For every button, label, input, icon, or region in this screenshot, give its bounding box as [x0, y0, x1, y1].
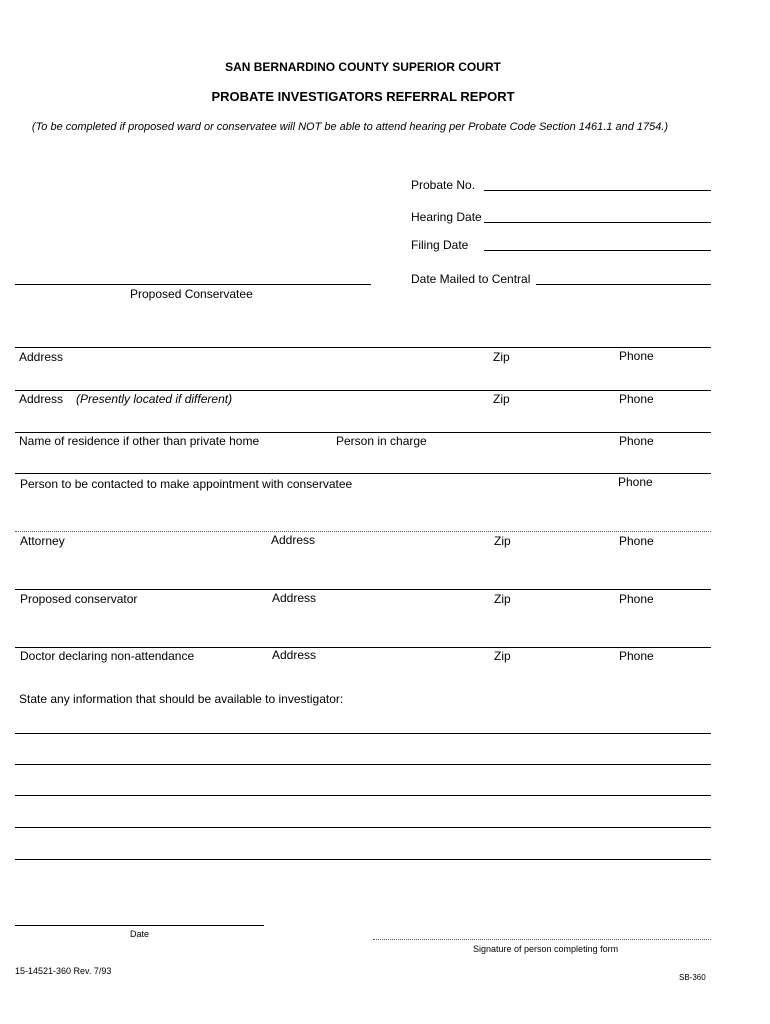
date-label: Date	[130, 929, 150, 939]
person-in-charge-label: Person in charge	[336, 434, 427, 448]
info-line-2[interactable]	[15, 764, 711, 765]
doctor-rule	[15, 647, 711, 648]
proposed-conservatee-label: Proposed Conservatee	[130, 287, 253, 301]
hearing-date-label: Hearing Date	[411, 210, 482, 224]
probate-no-label: Probate No.	[411, 178, 476, 192]
address2-zip-label: Zip	[493, 392, 510, 406]
address1-rule	[15, 347, 711, 348]
investigator-info-prompt: State any information that should be available to investigator:	[19, 692, 344, 706]
date-field[interactable]	[15, 925, 264, 926]
attorney-label: Attorney	[20, 534, 65, 548]
residence-rule	[15, 432, 711, 433]
info-line-3[interactable]	[15, 795, 711, 796]
address1-label: Address	[19, 350, 64, 364]
attorney-zip-label: Zip	[494, 534, 511, 548]
residence-phone-label: Phone	[619, 434, 654, 448]
hearing-date-field[interactable]	[484, 222, 711, 223]
contact-person-label: Person to be contacted to make appointment with conservatee	[20, 477, 353, 491]
form-title: PROBATE INVESTIGATORS REFERRAL REPORT	[211, 89, 515, 104]
address2-note: (Presently located if different)	[76, 392, 233, 406]
doctor-label: Doctor declaring non-attendance	[20, 649, 195, 663]
conservator-address-label: Address	[272, 591, 317, 605]
conservatee-name-field[interactable]	[15, 284, 371, 285]
date-mailed-label: Date Mailed to Central	[411, 272, 531, 286]
doctor-address-label: Address	[272, 648, 317, 662]
address2-rule	[15, 390, 711, 391]
signature-field[interactable]	[373, 939, 711, 940]
conservator-phone-label: Phone	[619, 592, 654, 606]
form-number: 15-14521-360 Rev. 7/93	[15, 966, 112, 976]
contact-rule	[15, 473, 711, 474]
residence-label: Name of residence if other than private home	[19, 434, 260, 448]
doctor-phone-label: Phone	[619, 649, 654, 663]
filing-date-label: Filing Date	[411, 238, 469, 252]
proposed-conservator-label: Proposed conservator	[20, 592, 138, 606]
info-line-5[interactable]	[15, 859, 711, 860]
info-line-4[interactable]	[15, 827, 711, 828]
form-code: SB-360	[679, 973, 706, 982]
attorney-address-label: Address	[271, 533, 316, 547]
signature-label: Signature of person completing form	[473, 944, 619, 954]
filing-date-field[interactable]	[484, 250, 711, 251]
attorney-rule	[15, 531, 711, 532]
conservator-rule	[15, 589, 711, 590]
doctor-zip-label: Zip	[494, 649, 511, 663]
info-line-1[interactable]	[15, 733, 711, 734]
court-name: SAN BERNARDINO COUNTY SUPERIOR COURT	[225, 60, 501, 74]
address2-label: Address	[19, 392, 64, 406]
conservator-zip-label: Zip	[494, 592, 511, 606]
address1-phone-label: Phone	[619, 349, 654, 363]
contact-phone-label: Phone	[618, 475, 653, 489]
probate-no-field[interactable]	[484, 190, 711, 191]
date-mailed-field[interactable]	[536, 284, 711, 285]
attorney-phone-label: Phone	[619, 534, 654, 548]
address2-phone-label: Phone	[619, 392, 654, 406]
address1-zip-label: Zip	[493, 350, 510, 364]
form-instruction: (To be completed if proposed ward or conservatee will NOT be able to attend hearing per Probate Code Section 1461.1 and 1754.)	[31, 121, 669, 133]
